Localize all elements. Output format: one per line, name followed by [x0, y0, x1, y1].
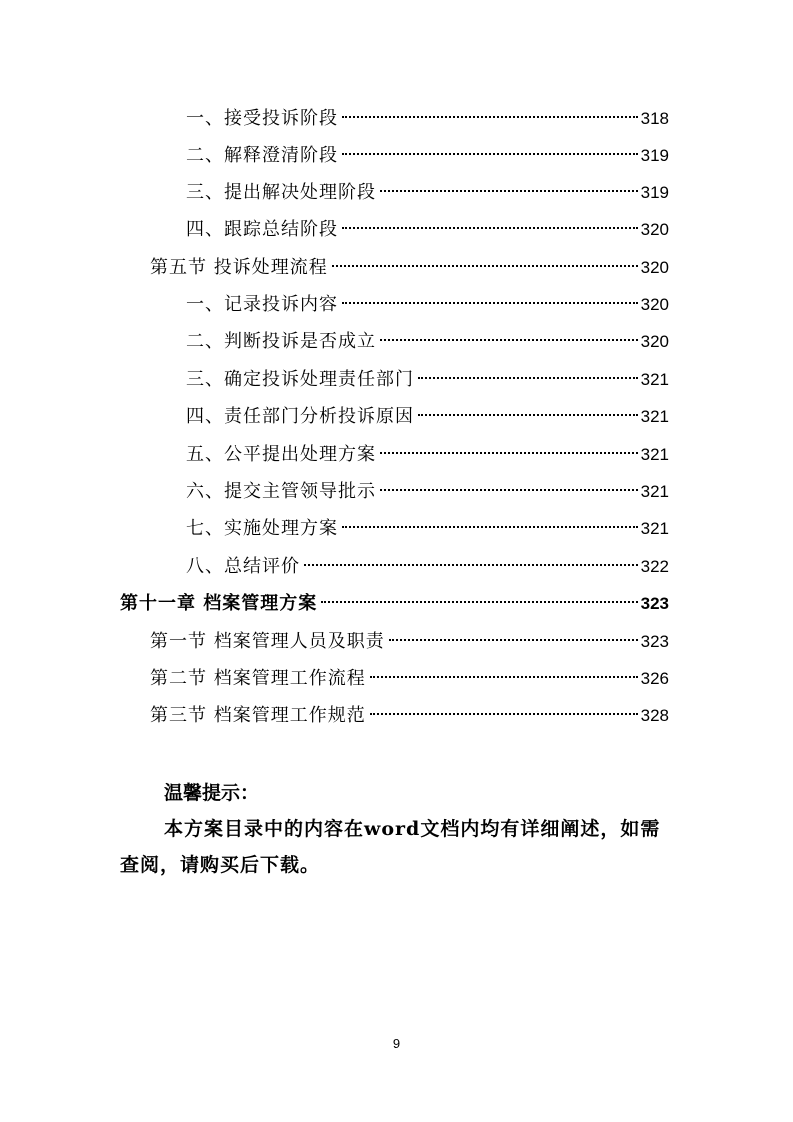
toc-entry[interactable]	[186, 290, 669, 320]
toc-entry-page: 321	[640, 370, 669, 389]
toc-entry[interactable]	[186, 402, 669, 432]
toc-dot-leader	[380, 339, 638, 341]
toc-dot-leader	[380, 190, 638, 192]
notice-title: 温馨提示：	[164, 782, 260, 804]
notice-block	[120, 775, 676, 883]
toc-entry[interactable]	[186, 552, 669, 582]
toc-entry-label: 五、公平提出处理方案	[186, 444, 376, 465]
toc-dot-leader	[418, 414, 638, 416]
toc-entry-label: 第一节 档案管理人员及职责	[150, 631, 385, 652]
toc-entry[interactable]	[186, 327, 669, 357]
toc-dot-leader	[342, 227, 638, 229]
toc-entry[interactable]	[186, 514, 669, 544]
toc-dot-leader	[389, 639, 638, 641]
toc-entry-label: 二、解释澄清阶段	[186, 145, 338, 166]
toc-dot-leader	[370, 713, 638, 715]
toc-entry-page: 320	[640, 258, 669, 277]
page-number: 9	[392, 1036, 401, 1051]
toc-entry-page: 321	[640, 519, 669, 538]
toc-dot-leader	[342, 302, 638, 304]
toc-dot-leader	[380, 452, 638, 454]
toc-entry-page: 318	[640, 109, 669, 128]
toc-entry-label: 四、跟踪总结阶段	[186, 219, 338, 240]
toc-entry[interactable]	[186, 477, 669, 507]
toc-entry[interactable]	[186, 178, 669, 208]
toc-entry[interactable]	[186, 365, 669, 395]
toc-entry-page: 320	[640, 220, 669, 239]
toc-entry[interactable]	[186, 141, 669, 171]
toc-entry-label: 第十一章 档案管理方案	[120, 593, 318, 614]
toc-entry[interactable]	[150, 627, 669, 657]
toc-entry[interactable]	[186, 215, 669, 245]
toc-entry-page: 320	[640, 332, 669, 351]
toc-entry-label: 一、记录投诉内容	[186, 294, 338, 315]
toc-entry-label: 八、总结评价	[186, 556, 300, 577]
toc-dot-leader	[380, 489, 638, 491]
toc-entry-label: 二、判断投诉是否成立	[186, 331, 376, 352]
toc-entry-label: 六、提交主管领导批示	[186, 481, 376, 502]
toc-entry-label: 三、提出解决处理阶段	[186, 182, 376, 203]
toc-dot-leader	[370, 676, 638, 678]
toc-entry-label: 第五节 投诉处理流程	[150, 257, 328, 278]
toc-entry-label: 七、实施处理方案	[186, 518, 338, 539]
toc-dot-leader	[321, 601, 637, 603]
toc-entry-page: 321	[640, 407, 669, 426]
toc-entry-page: 323	[640, 594, 669, 613]
toc-entry-page: 319	[640, 183, 669, 202]
toc-entry-label: 第三节 档案管理工作规范	[150, 705, 366, 726]
toc-entry-page: 321	[640, 482, 669, 501]
toc-dot-leader	[332, 265, 638, 267]
toc-entry-label: 四、责任部门分析投诉原因	[186, 406, 414, 427]
toc-entry-page: 319	[640, 146, 669, 165]
toc-chapter-entry[interactable]	[120, 589, 669, 619]
toc-entry[interactable]	[186, 440, 669, 470]
toc-entry-page: 326	[640, 669, 669, 688]
toc-entry-page: 322	[640, 557, 669, 576]
toc-entry-label: 一、接受投诉阶段	[186, 108, 338, 129]
toc-entry-page: 328	[640, 706, 669, 725]
notice-body: 本方案目录中的内容在word文档内均有详细阐述，如需查阅，请购买后下载。	[120, 818, 661, 876]
toc-entry-label: 第二节 档案管理工作流程	[150, 668, 366, 689]
toc-entry[interactable]	[150, 701, 669, 731]
toc-dot-leader	[304, 564, 638, 566]
toc-entry-page: 320	[640, 295, 669, 314]
toc-entry[interactable]	[150, 253, 669, 283]
toc-entry-page: 321	[640, 445, 669, 464]
toc-dot-leader	[342, 116, 638, 118]
toc-entry-page: 323	[640, 632, 669, 651]
toc-entry[interactable]	[186, 104, 669, 134]
toc-dot-leader	[418, 377, 638, 379]
toc-dot-leader	[342, 153, 638, 155]
toc-entry-label: 三、确定投诉处理责任部门	[186, 369, 414, 390]
toc-entry[interactable]	[150, 664, 669, 694]
toc-dot-leader	[342, 526, 638, 528]
